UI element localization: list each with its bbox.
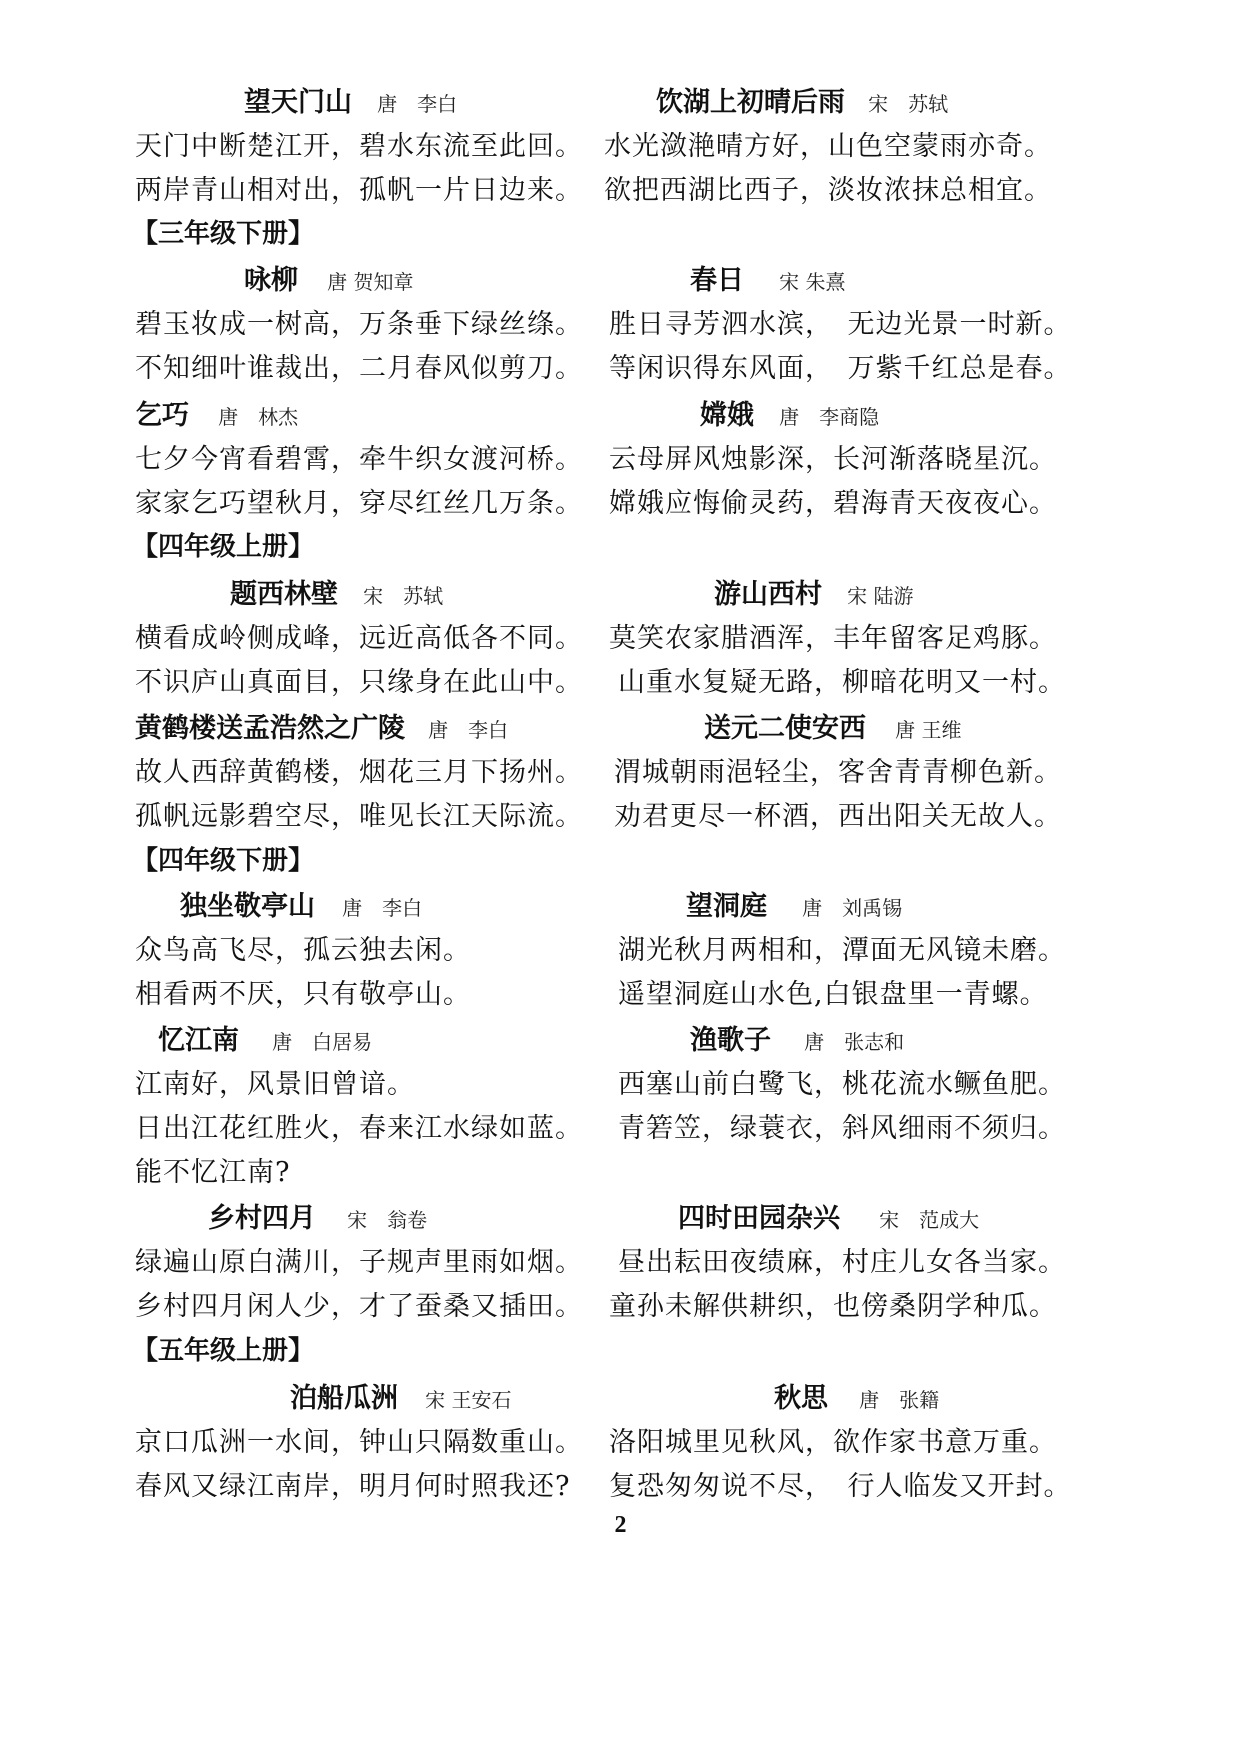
poem-title: 游山西村 xyxy=(714,579,822,610)
poem-heading xyxy=(714,572,913,611)
poem-heading xyxy=(208,1196,427,1235)
poem-author: 唐 李白 xyxy=(342,896,423,920)
poem-heading xyxy=(180,884,422,923)
poem-author: 唐 张籍 xyxy=(859,1388,940,1412)
poem-line: 孤帆远影碧空尽，唯见长江天际流。 xyxy=(135,801,583,832)
poem-heading xyxy=(690,258,845,297)
poem-line: 劝君更尽一杯酒，西出阳关无故人。 xyxy=(614,801,1062,832)
poem-heading xyxy=(704,706,961,745)
poem-author: 唐 白居易 xyxy=(272,1030,373,1054)
poem-line: 童孙未解供耕织，也傍桑阴学种瓜。 xyxy=(609,1291,1057,1322)
poem-author: 唐 贺知章 xyxy=(327,270,414,294)
grade-heading: 【四年级上册】 xyxy=(132,532,315,562)
poem-title: 四时田园杂兴 xyxy=(678,1203,840,1234)
poem-heading xyxy=(158,1018,372,1057)
poem-title: 送元二使安西 xyxy=(704,713,866,744)
poem-line: 青箬笠，绿蓑衣，斜风细雨不须归。 xyxy=(618,1113,1066,1144)
poem-line: 不识庐山真面目，只缘身在此山中。 xyxy=(135,667,583,698)
poem-line: 碧玉妆成一树高，万条垂下绿丝绦。 xyxy=(135,309,583,340)
poem-author: 唐 张志和 xyxy=(804,1030,905,1054)
poem-author: 宋 翁卷 xyxy=(347,1208,428,1232)
poem-title: 忆江南 xyxy=(158,1025,239,1056)
poem-heading xyxy=(290,1376,511,1415)
poem-line: 湖光秋月两相和，潭面无风镜未磨。 xyxy=(618,935,1066,966)
poem-line: 江南好，风景旧曾谙。 xyxy=(135,1069,415,1100)
poem-author: 唐 李白 xyxy=(377,92,458,116)
poem-line: 家家乞巧望秋月，穿尽红丝几万条。 xyxy=(135,488,583,519)
poem-line: 等闲识得东风面， 万紫千红总是春。 xyxy=(609,353,1072,384)
grade-heading: 【三年级下册】 xyxy=(132,219,315,249)
poem-heading xyxy=(244,258,413,297)
poem-line: 京口瓜洲一水间，钟山只隔数重山。 xyxy=(135,1427,583,1458)
poem-line: 胜日寻芳泗水滨， 无边光景一时新。 xyxy=(609,309,1072,340)
poem-heading xyxy=(244,80,457,119)
poem-author: 宋 苏轼 xyxy=(363,584,444,608)
poem-heading xyxy=(135,706,508,745)
poem-author: 宋 陆游 xyxy=(847,584,914,608)
poem-line: 故人西辞黄鹤楼，烟花三月下扬州。 xyxy=(135,757,583,788)
poem-title: 春日 xyxy=(690,265,744,296)
poem-line: 嫦娥应悔偷灵药，碧海青天夜夜心。 xyxy=(609,488,1057,519)
poem-title: 乡村四月 xyxy=(208,1203,316,1234)
page-number: 2 xyxy=(614,1512,627,1538)
poem-line: 不知细叶谁裁出，二月春风似剪刀。 xyxy=(135,353,583,384)
grade-heading: 【四年级下册】 xyxy=(132,846,315,876)
poem-title: 黄鹤楼送孟浩然之广陵 xyxy=(135,713,405,744)
poem-author: 宋 苏轼 xyxy=(868,92,949,116)
poem-author: 唐 林杰 xyxy=(218,405,299,429)
poem-line: 春风又绿江南岸，明月何时照我还? xyxy=(135,1471,571,1502)
poem-line: 复恐匆匆说不尽， 行人临发又开封。 xyxy=(609,1471,1072,1502)
poem-heading xyxy=(690,1018,904,1057)
poem-heading xyxy=(686,884,902,923)
poem-line: 西塞山前白鹭飞，桃花流水鳜鱼肥。 xyxy=(618,1069,1066,1100)
poem-line: 莫笑农家腊酒浑，丰年留客足鸡豚。 xyxy=(609,623,1057,654)
poem-title: 秋思 xyxy=(774,1383,828,1414)
poem-line: 众鸟高飞尽，孤云独去闲。 xyxy=(135,935,471,966)
poem-author: 唐 李商隐 xyxy=(779,405,880,429)
poem-line: 欲把西湖比西子，淡妆浓抹总相宜。 xyxy=(604,175,1052,206)
poem-heading xyxy=(135,393,298,432)
poem-line: 云母屏风烛影深，长河渐落晓星沉。 xyxy=(609,444,1057,475)
poem-line: 天门中断楚江开，碧水东流至此回。 xyxy=(135,131,583,162)
poem-title: 望天门山 xyxy=(244,87,352,118)
poem-title: 题西林壁 xyxy=(230,579,338,610)
poem-title: 饮湖上初晴后雨 xyxy=(656,87,845,118)
poem-heading xyxy=(774,1376,939,1415)
poem-title: 独坐敬亭山 xyxy=(180,891,315,922)
poem-author: 唐 李白 xyxy=(428,718,509,742)
poem-title: 望洞庭 xyxy=(686,891,767,922)
poem-heading xyxy=(700,393,879,432)
poem-line: 两岸青山相对出，孤帆一片日边来。 xyxy=(135,175,583,206)
poem-line: 相看两不厌，只有敬亭山。 xyxy=(135,979,471,1010)
poem-line: 乡村四月闲人少，才了蚕桑又插田。 xyxy=(135,1291,583,1322)
poem-line: 绿遍山原白满川，子规声里雨如烟。 xyxy=(135,1247,583,1278)
poem-line: 遥望洞庭山水色,白银盘里一青螺。 xyxy=(618,979,1048,1010)
poem-line: 水光潋滟晴方好，山色空蒙雨亦奇。 xyxy=(604,131,1052,162)
poem-line: 日出江花红胜火，春来江水绿如蓝。 xyxy=(135,1113,583,1144)
poem-line: 七夕今宵看碧霄，牵牛织女渡河桥。 xyxy=(135,444,583,475)
poem-title: 乞巧 xyxy=(135,400,189,431)
poem-title: 渔歌子 xyxy=(690,1025,771,1056)
poem-author: 唐 王维 xyxy=(895,718,962,742)
poem-heading xyxy=(678,1196,979,1235)
poem-line: 洛阳城里见秋风，欲作家书意万重。 xyxy=(609,1427,1057,1458)
poem-line: 渭城朝雨浥轻尘，客舍青青柳色新。 xyxy=(614,757,1062,788)
poem-author: 宋 朱熹 xyxy=(779,270,846,294)
poem-title: 咏柳 xyxy=(244,265,298,296)
poem-author: 唐 刘禹锡 xyxy=(802,896,903,920)
poem-author: 宋 王安石 xyxy=(425,1388,512,1412)
poem-line: 昼出耘田夜绩麻，村庄儿女各当家。 xyxy=(618,1247,1066,1278)
poem-heading xyxy=(230,572,443,611)
poem-line: 横看成岭侧成峰，远近高低各不同。 xyxy=(135,623,583,654)
poem-line: 能不忆江南? xyxy=(135,1157,291,1188)
grade-heading: 【五年级上册】 xyxy=(132,1336,315,1366)
poem-title: 泊船瓜洲 xyxy=(290,1383,398,1414)
poem-heading xyxy=(656,80,948,119)
poem-author: 宋 范成大 xyxy=(879,1208,980,1232)
poem-line: 山重水复疑无路，柳暗花明又一村。 xyxy=(618,667,1066,698)
poem-title: 嫦娥 xyxy=(700,400,754,431)
